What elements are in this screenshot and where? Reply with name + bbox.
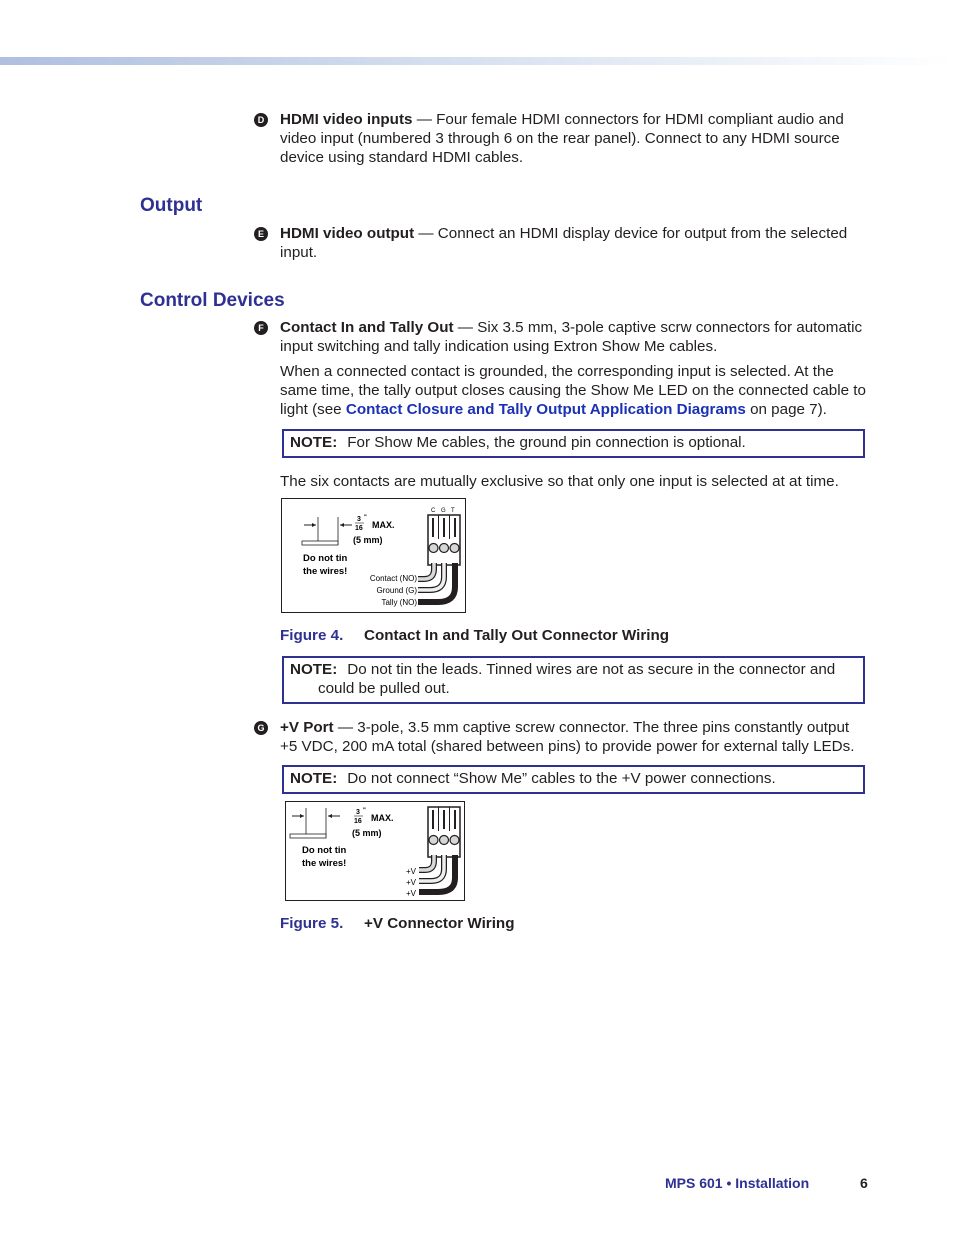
hdmi-inputs-paragraph bbox=[280, 111, 870, 167]
callout-marker-e: E bbox=[254, 227, 268, 241]
screw-1 bbox=[429, 544, 438, 553]
callout-marker-g: G bbox=[254, 721, 268, 735]
inch-mark: " bbox=[364, 515, 367, 521]
wire-label-contact: Contact (NO) bbox=[369, 574, 417, 583]
measure-arrowhead-right bbox=[340, 523, 344, 527]
figure-4-diagram bbox=[281, 498, 466, 613]
note-label: NOTE: bbox=[290, 770, 338, 787]
figure-4-number: Figure 4. bbox=[280, 627, 344, 644]
measure-arrowhead-right bbox=[328, 814, 332, 818]
fraction-numerator: 3 bbox=[356, 809, 360, 816]
footer-document-title: MPS 601 • Installation bbox=[665, 1175, 810, 1191]
wire-label-v3: +V bbox=[405, 889, 416, 898]
warning-line-2: the wires! bbox=[303, 566, 348, 577]
screw-2 bbox=[440, 544, 449, 553]
contact-in-body: Six 3.5 mm, 3-pole captive scrw connectors for automatic input switching and tally indication using Extron Show Me cables. bbox=[280, 319, 863, 355]
wire-label-ground: Ground (G) bbox=[376, 586, 417, 595]
screw-1 bbox=[429, 836, 438, 845]
note-show-me-ground bbox=[282, 429, 865, 458]
wire-stripped bbox=[302, 541, 338, 545]
pin-label-t: T bbox=[451, 508, 455, 514]
figure-4-caption bbox=[280, 627, 669, 644]
hdmi-output-title: HDMI video output bbox=[280, 225, 415, 242]
figure-5-diagram bbox=[285, 801, 465, 901]
pin-label-c: C bbox=[431, 508, 436, 514]
note-text-line-2: could be pulled out. bbox=[318, 679, 450, 697]
note-text: For Show Me cables, the ground pin connection is optional. bbox=[347, 434, 746, 451]
control-devices-heading: Control Devices bbox=[140, 290, 285, 311]
max-label: MAX. bbox=[371, 813, 394, 823]
contact-grounded-paragraph bbox=[280, 363, 870, 419]
contact-grounded-text: When a connected contact is grounded, the corresponding input is selected. At the same time, the tally output closes causing the Show Me LED on the connected cable to light (see bbox=[280, 363, 866, 418]
hdmi-output-paragraph bbox=[280, 225, 870, 263]
dash: — bbox=[453, 319, 478, 336]
note-text-line-1: Do not tin the leads. Tinned wires are not as secure in the connector and bbox=[347, 661, 836, 678]
note-text: Do not connect “Show Me” cables to the +V power connections. bbox=[347, 770, 776, 787]
warning-line-1: Do not tin bbox=[302, 845, 347, 856]
hdmi-output-body: Connect an HDMI display device for output from the selected input. bbox=[280, 225, 848, 261]
warning-line-2: the wires! bbox=[302, 858, 347, 869]
screw-3 bbox=[450, 836, 459, 845]
wire-stripped bbox=[290, 834, 326, 838]
dash: — bbox=[412, 111, 437, 128]
figure-5-caption bbox=[280, 915, 514, 932]
hdmi-inputs-title: HDMI video inputs bbox=[280, 111, 413, 128]
pin-label-g: G bbox=[441, 508, 446, 514]
v-port-body: 3-pole, 3.5 mm captive screw connector. The three pins constantly output +5 VDC, 200 mA total (shared between pins) to provide power for external tally LEDs. bbox=[280, 719, 855, 755]
note-show-me-power bbox=[282, 765, 865, 794]
callout-marker-f: F bbox=[254, 321, 268, 335]
warning-line-1: Do not tin bbox=[303, 553, 348, 564]
note-label: NOTE: bbox=[290, 661, 338, 678]
note-label: NOTE: bbox=[290, 434, 338, 451]
measure-arrowhead-left bbox=[300, 814, 304, 818]
measure-arrowhead-left bbox=[312, 523, 316, 527]
v-port-title: +V Port bbox=[280, 719, 334, 736]
wire-label-v1: +V bbox=[405, 867, 416, 876]
wire-label-v2: +V bbox=[405, 878, 416, 887]
contact-wiring-illustration bbox=[282, 499, 465, 612]
hdmi-inputs-body: Four female HDMI connectors for HDMI compliant audio and video input (numbered 3 through 6 on the rear panel). Connect to any HDMI source device using standard HDMI cables. bbox=[280, 111, 844, 166]
mutually-exclusive-paragraph: The six contacts are mutually exclusive so that only one input is selected at at time. bbox=[280, 473, 839, 490]
page-ref-text: on page 7). bbox=[745, 400, 827, 418]
wire-label-tally: Tally (NO) bbox=[381, 598, 417, 607]
footer-page-number: 6 bbox=[860, 1175, 868, 1191]
max-label: MAX. bbox=[372, 520, 395, 530]
contact-in-title: Contact In and Tally Out bbox=[280, 319, 454, 336]
screw-2 bbox=[440, 836, 449, 845]
figure-4-title: Contact In and Tally Out Connector Wiring bbox=[364, 627, 670, 644]
contact-in-paragraph bbox=[280, 319, 870, 357]
note-do-not-tin bbox=[282, 656, 865, 704]
screw-3 bbox=[450, 544, 459, 553]
mm-label: (5 mm) bbox=[353, 535, 383, 545]
dash: — bbox=[414, 225, 438, 242]
inch-mark: " bbox=[363, 808, 366, 814]
header-gradient-bar bbox=[0, 57, 954, 65]
dash: — bbox=[333, 719, 358, 736]
callout-marker-d: D bbox=[254, 113, 268, 127]
application-diagrams-link[interactable]: Contact Closure and Tally Output Application Diagrams bbox=[345, 400, 746, 418]
output-heading: Output bbox=[140, 195, 203, 216]
figure-5-number: Figure 5. bbox=[280, 915, 344, 932]
figure-5-title: +V Connector Wiring bbox=[364, 915, 515, 932]
fraction-denominator: 16 bbox=[355, 525, 363, 532]
fraction-numerator: 3 bbox=[357, 516, 361, 523]
fraction-denominator: 16 bbox=[354, 818, 362, 825]
v-port-paragraph bbox=[280, 719, 870, 757]
v-wiring-illustration bbox=[286, 802, 464, 900]
mm-label: (5 mm) bbox=[352, 828, 382, 838]
